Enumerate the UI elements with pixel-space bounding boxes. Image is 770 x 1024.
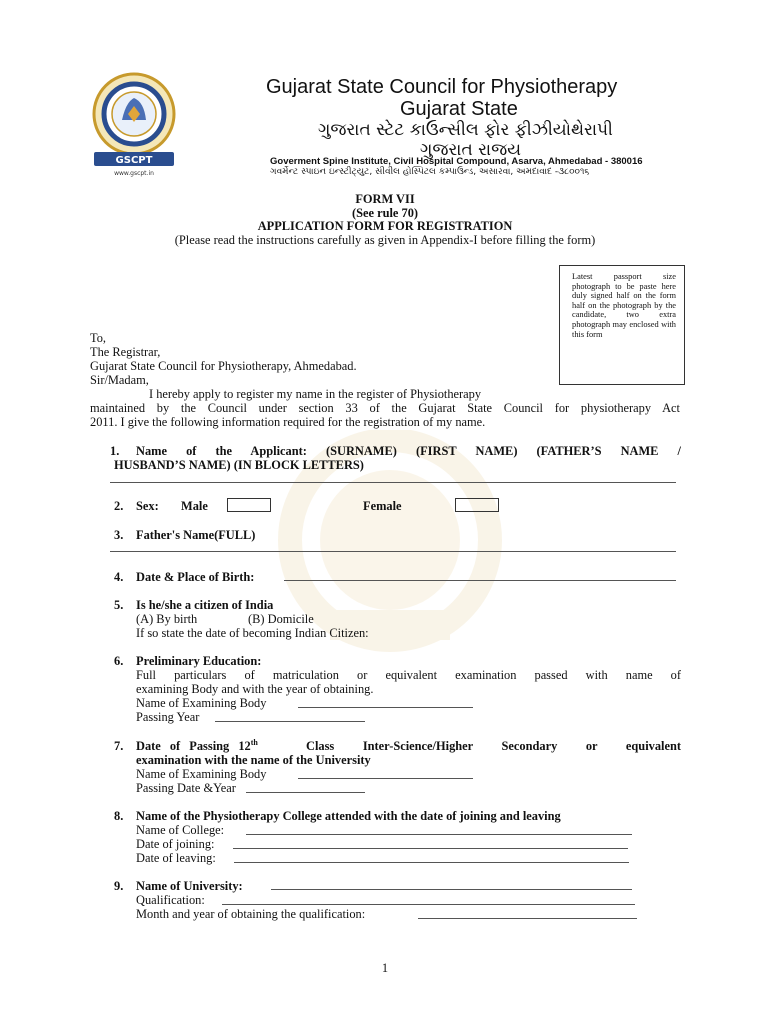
college-label: Name of the Physiotherapy College attended with the date of joining and leaving [136,809,561,823]
citizen-label: Is he/she a citizen of India [136,598,274,612]
qualification-label: Qualification: [136,893,205,907]
page-number: 1 [381,961,389,975]
item-9-number: 9. [114,879,124,893]
female-label: Female [363,499,402,513]
item-1-label: Name of the Applicant: (SURNAME) (FIRST NAME) (FATHER’S NAME / [136,444,681,458]
photo-box[interactable] [559,265,685,385]
joining-date-label: Date of joining: [136,837,215,851]
item-1-label-2: HUSBAND’S NAME) (IN BLOCK LETTERS) [114,458,364,472]
letter-body-1: I hereby apply to register my name in the register of Physiotherapy [149,387,482,401]
item-4-number: 4. [114,570,124,584]
leaving-date-label: Date of leaving: [136,851,216,865]
applicant-name-field[interactable] [110,482,676,483]
twelfth-label-2: examination with the name of the University [136,753,371,767]
item-6-number: 6. [114,654,124,668]
letter-body-2: maintained by the Council under section 33 of the Gujarat State Council for physiotherapy Act [90,401,680,415]
letter-body-3: 2011. I give the following information required for the registration of my name. [90,415,486,429]
leaving-date-field[interactable] [234,862,629,863]
examining-body-field[interactable] [298,707,473,708]
photo-box-text: Latest passport size photograph to be paste here duly signed half on the form half on the photograph by the candidate, two extra photograph may enclosed with this form [572,272,676,339]
letter-registrar: The Registrar, [90,345,161,359]
passing-year-field[interactable] [215,721,365,722]
address-english: Goverment Spine Institute, Civil Hospital Compound, Asarva, Ahmedabad - 380016 [270,156,643,167]
council-title: Gujarat State Council for Physiotherapy [266,76,618,98]
item-5-number: 5. [114,598,124,612]
twelfth-body-label: Name of Examining Body [136,767,267,781]
twelfth-label-b: Class Inter-Science/Higher Secondary or equivalent [306,739,681,753]
preliminary-text-2: examining Body and with the year of obtaining. [136,682,374,696]
university-label: Name of University: [136,879,243,893]
male-label: Male [181,499,208,513]
university-field[interactable] [271,889,632,890]
twelfth-label-a: Date of Passing 12th [136,737,258,753]
council-logo [88,68,180,178]
state-title: Gujarat State [400,98,518,120]
father-name-label: Father's Name(FULL) [136,528,256,542]
twelfth-date-field[interactable] [246,792,365,793]
logo-text: GSCPT [115,155,153,166]
female-checkbox[interactable] [455,498,499,512]
address-gujarati: ગવર્મેન્ટ સ્પાઇન ઇન્સ્ટીટ્યુટ, સીવીલ હોસ્પિટલ કમ્પાઉન્ડ, અસારવા, અમદાવાદ -૩૮૦૦૧૬ [270,167,590,177]
college-name-label: Name of College: [136,823,225,837]
preliminary-text-1: Full particulars of matriculation or equivalent examination passed with name of [136,668,681,682]
form-title: APPLICATION FORM FOR REGISTRATION [257,219,513,233]
college-name-field[interactable] [246,834,632,835]
item-7-number: 7. [114,739,124,753]
form-instruction: (Please read the instructions carefully as given in Appendix-I before filling the form) [174,233,596,247]
twelfth-date-label: Passing Date &Year [136,781,236,795]
joining-date-field[interactable] [233,848,628,849]
birth-label: Date & Place of Birth: [136,570,255,584]
item-2-number: 2. [114,499,124,513]
twelfth-body-field[interactable] [298,778,473,779]
gujarati-title: ગુજરાત સ્ટેટ કાઉન્સીલ ફોર ફીઝીયોથેરાપી [318,120,613,140]
citizen-date-note: If so state the date of becoming Indian Citizen: [136,626,369,640]
citizen-option-domicile[interactable]: (B) Domicile [248,612,314,626]
qualification-field[interactable] [222,904,635,905]
male-checkbox[interactable] [227,498,271,512]
form-number: FORM VII [355,192,415,206]
letter-salutation: Sir/Madam, [90,373,149,387]
letter-to: To, [90,331,106,345]
examining-body-label: Name of Examining Body [136,696,267,710]
item-3-number: 3. [114,528,124,542]
preliminary-label: Preliminary Education: [136,654,262,668]
form-rule: (See rule 70) [351,206,419,220]
passing-year-label: Passing Year [136,710,200,724]
letter-council: Gujarat State Council for Physiotherapy, Ahmedabad. [90,359,357,373]
item-1-number: 1. [110,444,120,458]
gujarati-state: ગુજરાત રાજય [420,140,522,160]
father-name-field[interactable] [110,551,676,552]
citizen-option-birth[interactable]: (A) By birth [136,612,198,626]
qualification-date-label: Month and year of obtaining the qualification: [136,907,366,921]
qualification-date-field[interactable] [418,918,637,919]
birth-field[interactable] [284,580,676,581]
sex-label: Sex: [136,499,159,513]
logo-web: www.gscpt.in [114,170,154,177]
item-8-number: 8. [114,809,124,823]
